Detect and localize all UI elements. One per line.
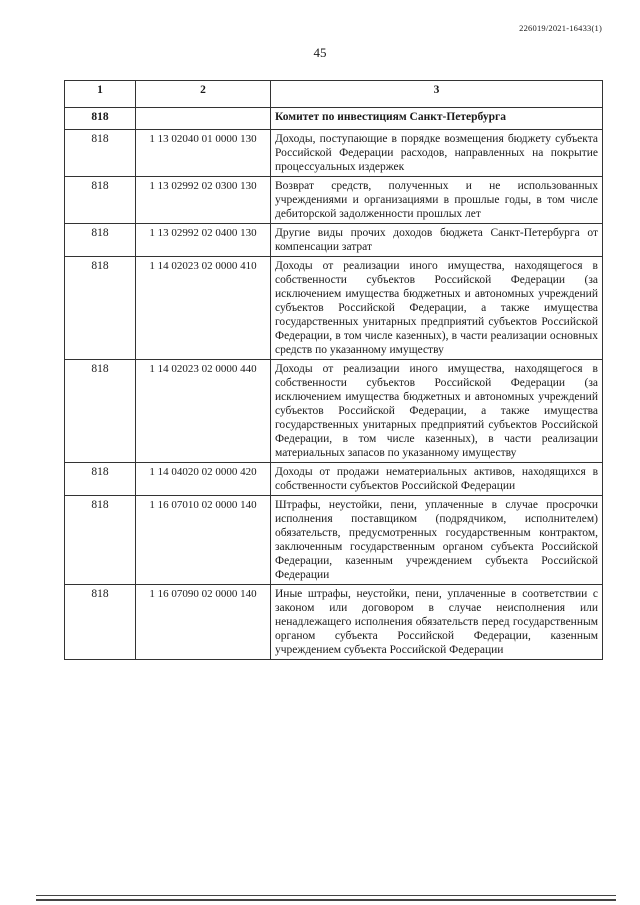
table-row [65,130,603,177]
revenue-description-cell: Доходы, поступающие в порядке возмещения бюджету субъекта Российской Федерации расходов, направленных на покрытие процессуальных издержек [271,130,603,177]
admin-code-cell: 818 [65,463,136,496]
table-header-row [65,81,603,108]
revenue-description-cell: Возврат средств, полученных и не использованных учреждениями и организациями в прошлые годы, в том числе дебиторской задолженности прошлых лет [271,177,603,224]
budget-code-cell: 1 13 02992 02 0300 130 [136,177,271,224]
budget-code-cell: 1 14 02023 02 0000 440 [136,360,271,463]
footer-rule [36,895,616,896]
budget-code-cell: 1 13 02992 02 0400 130 [136,224,271,257]
document-id: 226019/2021-16433(1) [519,23,602,33]
admin-code-cell: 818 [65,496,136,585]
column-header-2: 2 [136,81,271,108]
revenue-table [64,80,603,660]
budget-code-cell: 1 14 02023 02 0000 410 [136,257,271,360]
committee-code: 818 [65,108,136,130]
revenue-description-cell: Штрафы, неустойки, пени, уплаченные в случае просрочки исполнения поставщиком (подрядчиком, исполнителем) обязательств, предусмотренных государственным контрактом, заключенным государственным органом субъекта Российской Федерации, казенным учреждением субъекта Российской Федерации [271,496,603,585]
revenue-description-cell: Доходы от реализации иного имущества, находящегося в собственности субъектов Российской Федерации (за исключением имущества бюджетных и автономных учреждений субъектов Российской Федерации, а также имущества государственных унитарных предприятий субъектов Российской Федерации, в том числе казенных), в части реализации основных средств по указанному имуществу [271,257,603,360]
budget-code-cell: 1 14 04020 02 0000 420 [136,463,271,496]
table-row [65,177,603,224]
admin-code-cell: 818 [65,177,136,224]
table-row [65,360,603,463]
page-number: 45 [313,45,327,60]
table-row [65,585,603,660]
revenue-description-cell: Доходы от продажи нематериальных активов, находящихся в собственности субъектов Российской Федерации [271,463,603,496]
admin-code-cell: 818 [65,130,136,177]
admin-code-cell: 818 [65,360,136,463]
column-header-1: 1 [65,81,136,108]
revenue-description-cell: Доходы от реализации иного имущества, находящегося в собственности субъектов Российской Федерации (за исключением имущества бюджетных и автономных учреждений субъектов Российской Федерации, а также имущества государственных унитарных предприятий субъектов Российской Федерации, в том числе казенных), в части реализации материальных запасов по указанному имуществу [271,360,603,463]
budget-code-cell: 1 13 02040 01 0000 130 [136,130,271,177]
revenue-description-cell: Другие виды прочих доходов бюджета Санкт-Петербурга от компенсации затрат [271,224,603,257]
committee-name: Комитет по инвестициям Санкт-Петербурга [271,108,603,130]
admin-code-cell: 818 [65,224,136,257]
revenue-description-cell: Иные штрафы, неустойки, пени, уплаченные в соответствии с законом или договором в случае неисполнения или ненадлежащего исполнения обязательств перед государственным органом субъекта Российской Федерации, казенным учреждением субъекта Российской Федерации [271,585,603,660]
admin-code-cell: 818 [65,257,136,360]
budget-code-cell: 1 16 07010 02 0000 140 [136,496,271,585]
table-row [65,496,603,585]
admin-code-cell: 818 [65,585,136,660]
table-row [65,224,603,257]
footer-rule-bold [36,899,616,901]
committee-empty-cell [136,108,271,130]
budget-code-cell: 1 16 07090 02 0000 140 [136,585,271,660]
column-header-3: 3 [271,81,603,108]
committee-row [65,108,603,130]
table-row [65,463,603,496]
table-row [65,257,603,360]
